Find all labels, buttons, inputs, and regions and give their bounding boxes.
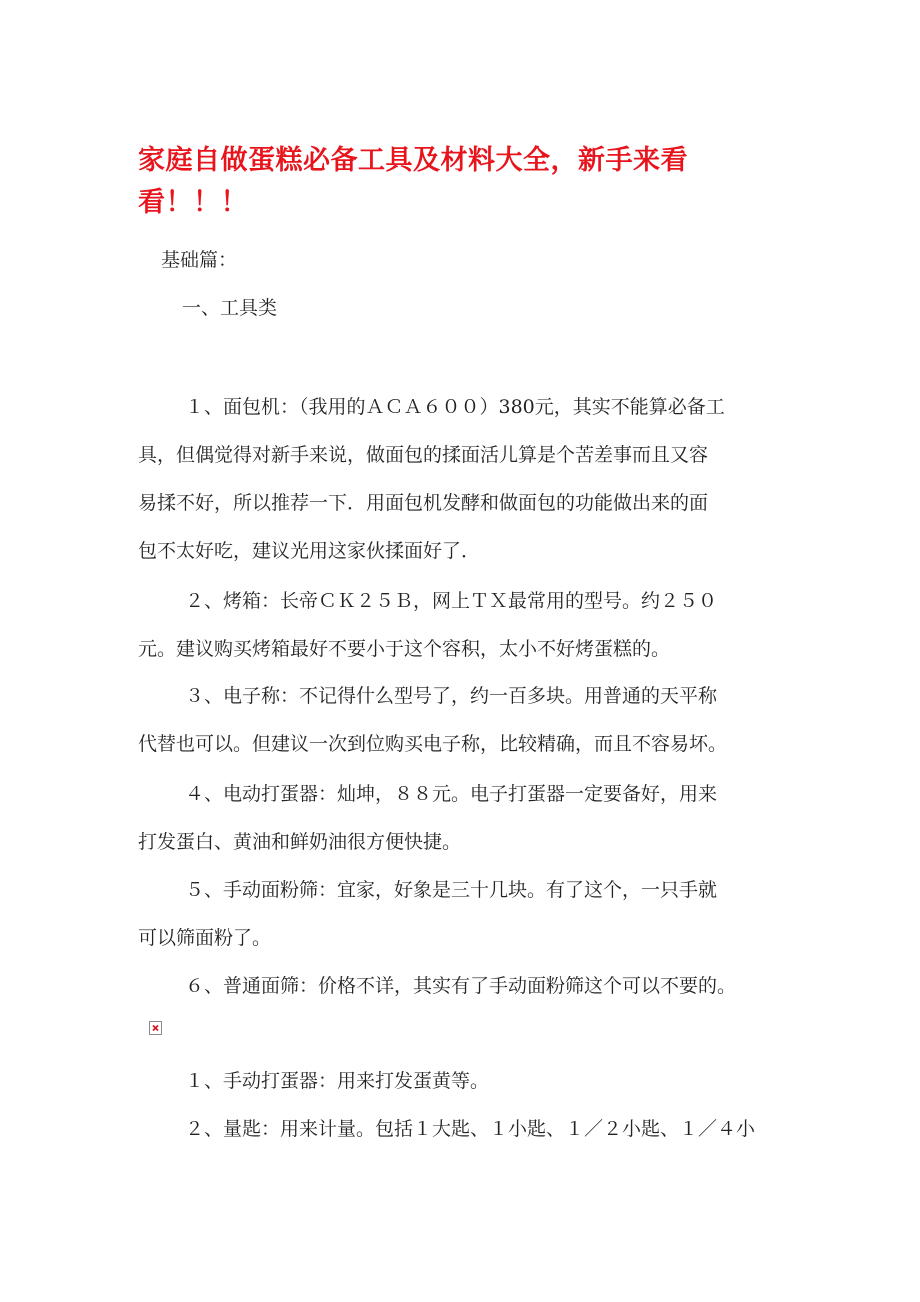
item-5-line-1: ５、手动面粉筛：宜家，好象是三十几块。有了这个，一只手就 [185,879,718,901]
item-1-line-2: 具，但偶觉得对新手来说，做面包的揉面活儿算是个苦差事而且又容 [138,444,709,466]
item-3-line-2: 代替也可以。但建议一次到位购买电子称，比较精确，而且不容易坏。 [138,733,728,755]
item-4-line-2: 打发蛋白、黄油和鲜奶油很方便快捷。 [138,831,462,853]
broken-image-icon [149,1021,162,1035]
item-8-line-1: ２、量匙：用来计量。包括１大匙、１小匙、１／２小匙、１／４小 [185,1118,756,1140]
item-1-line-3: 易揉不好，所以推荐一下．用面包机发酵和做面包的功能做出来的面 [138,492,709,514]
item-5-line-2: 可以筛面粉了。 [138,927,272,949]
subsection-heading: 一、工具类 [182,297,278,319]
document-title [138,140,788,224]
item-4-line-1: ４、电动打蛋器：灿坤，８８元。电子打蛋器一定要备好，用来 [185,783,718,805]
title-line-2: 看！！！ [138,187,248,218]
item-1-line-1: １、面包机：（我用的ＡＣＡ６００）380元，其实不能算必备工 [185,396,725,418]
item-3-line-1: ３、电子称：不记得什么型号了，约一百多块。用普通的天平称 [185,685,718,707]
section-heading: 基础篇： [161,249,238,271]
item-6-line-1: ６、普通面筛：价格不详，其实有了手动面粉筛这个可以不要的。 [185,975,737,997]
item-7-line-1: １、手动打蛋器：用来打发蛋黄等。 [185,1070,490,1092]
item-2-line-1: ２、烤箱：长帝ＣＫ２５Ｂ，网上ＴＸ最常用的型号。约２５０ [185,590,718,612]
title-line-1: 家庭自做蛋糕必备工具及材料大全，新手来看 [138,145,688,176]
item-1-line-4: 包不太好吃，建议光用这家伙揉面好了． [138,540,481,562]
item-2-line-2: 元。建议购买烤箱最好不要小于这个容积，太小不好烤蛋糕的。 [138,638,671,660]
